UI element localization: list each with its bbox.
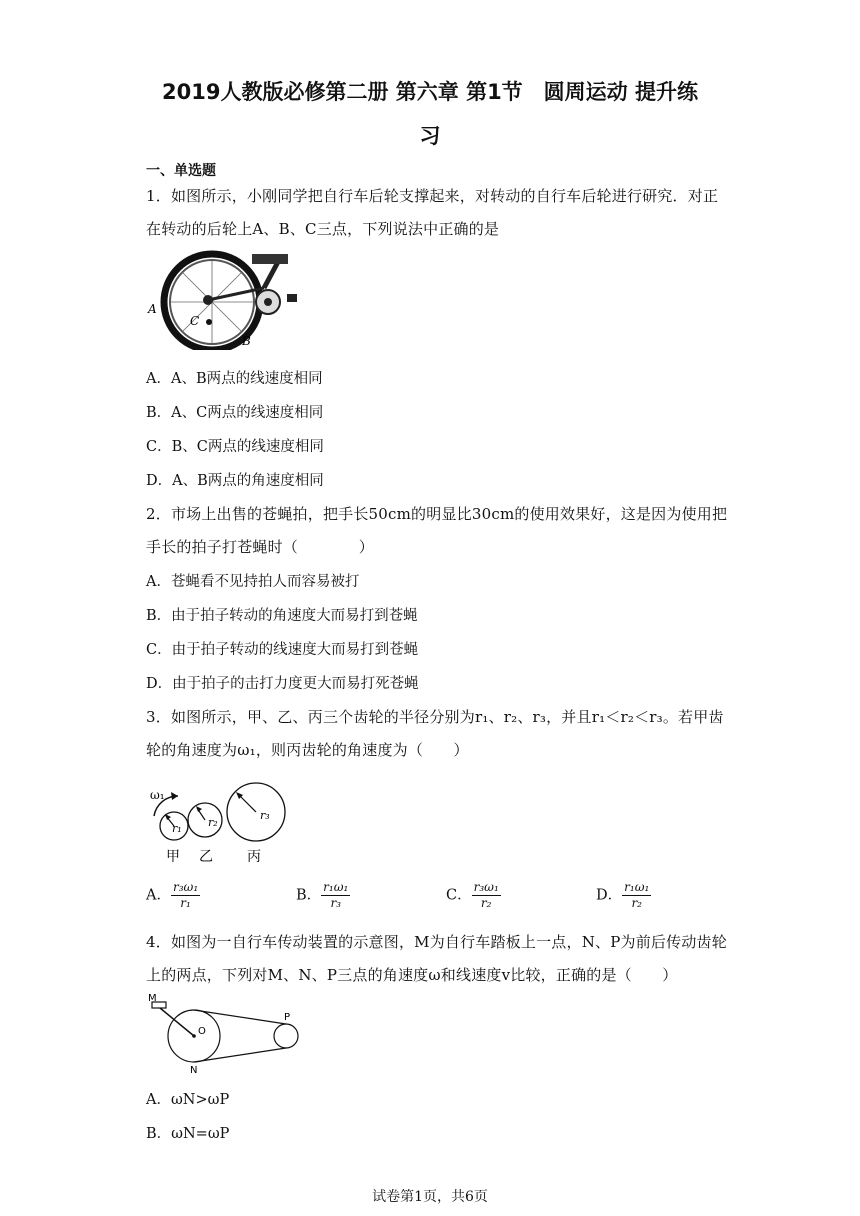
label-r1: r₁: [172, 822, 182, 835]
q2-stem-line1: 2．市场上出售的苍蝇拍，把手长50cm的明显比30cm的使用效果好，这是因为使用把: [146, 505, 728, 523]
rear-gear: [274, 1024, 298, 1048]
label-m: M: [148, 994, 157, 1004]
q4-transmission-figure: [144, 994, 304, 1076]
q2-stem-line2: 手长的拍子打苍蝇时（ ）: [146, 538, 375, 556]
q1-option-d: D．A、B两点的角速度相同: [146, 473, 324, 489]
q3-option-d: D． $\frac{\text{r₁ω₁}}{\text{r₂}}$: [596, 880, 650, 910]
q2-option-c: C．由于拍子转动的线速度大而易打到苍蝇: [146, 642, 419, 658]
section-heading: 一、单选题: [146, 163, 216, 179]
q1-bicycle-wheel-figure: [144, 250, 304, 350]
label-o: O: [198, 1026, 206, 1037]
q3-option-b: B． $\frac{\text{r₁ω₁}}{\text{r₃}}$: [296, 880, 349, 910]
q1-stem-line2: 在转动的后轮上A、B、C三点，下列说法中正确的是: [146, 220, 500, 238]
q4-stem-line2: 上的两点，下列对M、N、P三点的角速度ω和线速度v比较，正确的是（ ）: [146, 966, 678, 984]
label-b: B: [242, 334, 251, 348]
q1-stem-line1: 1．如图所示，小刚同学把自行车后轮支撑起来，对转动的自行车后轮进行研究．对正: [146, 187, 719, 205]
q2-option-a: A．苍蝇看不见持拍人而容易被打: [146, 574, 360, 590]
q3-option-a: A． $\frac{\text{r₃ω₁}}{\text{r₁}}$: [146, 880, 199, 910]
q1-option-a: A．A、B两点的线速度相同: [146, 371, 323, 387]
label-n: N: [190, 1065, 198, 1076]
label-jia: 甲: [166, 849, 180, 864]
chain-bottom: [194, 1048, 286, 1062]
q3-option-c: C． $\frac{\text{r₃ω₁}}{\text{r₂}}$: [446, 880, 499, 910]
point-c-dot: [206, 319, 212, 325]
q1-option-b: B．A、C两点的线速度相同: [146, 405, 324, 421]
page-footer: 试卷第1页，共6页: [372, 1189, 488, 1205]
q4-stem-line1: 4．如图为一自行车传动装置的示意图，M为自行车踏板上一点，N、P为前后传动齿轮: [146, 933, 727, 951]
page-title-line1: 2019人教版必修第二册 第六章 第1节 圆周运动 提升练: [162, 80, 698, 104]
q3-stem-line2: 轮的角速度为ω₁，则丙齿轮的角速度为（ ）: [146, 741, 469, 759]
label-c: C: [190, 314, 200, 328]
label-bing: 丙: [247, 849, 261, 864]
q2-option-d: D．由于拍子的击打力度更大而易打死苍蝇: [146, 676, 419, 692]
label-p: P: [284, 1012, 291, 1023]
q3-gears-figure: [144, 782, 294, 864]
label-omega1: ω₁: [150, 788, 165, 802]
q3-stem-line1: 3．如图所示，甲、乙、丙三个齿轮的半径分别为r₁、r₂、r₃，并且r₁＜r₂＜r₃。若甲齿: [146, 708, 724, 726]
q4-option-a: A．ωN>ωP: [146, 1092, 230, 1108]
label-a: A: [148, 302, 157, 316]
q4-option-b: B．ωN=ωP: [146, 1126, 230, 1142]
page-title-line2: 习: [419, 124, 441, 148]
label-yi: 乙: [199, 849, 213, 864]
chain-top: [194, 1010, 286, 1024]
label-r2: r₂: [208, 816, 218, 829]
label-r3: r₃: [260, 809, 270, 822]
q2-option-b: B．由于拍子转动的角速度大而易打到苍蝇: [146, 608, 418, 624]
q1-option-c: C．B、C两点的线速度相同: [146, 439, 324, 455]
